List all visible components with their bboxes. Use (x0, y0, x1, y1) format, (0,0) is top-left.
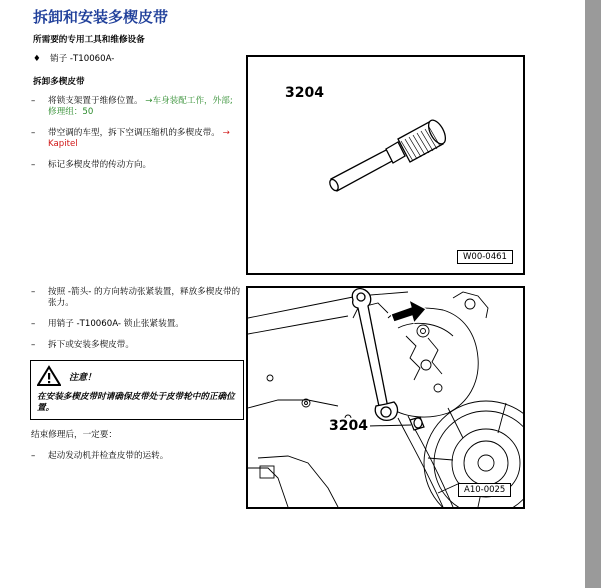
step-text: 起动发动机并检查皮带的运转。 (48, 451, 169, 461)
figure-callout: 3204 (329, 418, 368, 434)
caution-note (30, 360, 244, 420)
figure-code: A10-0025 (458, 483, 511, 497)
step-text: 将锁支架置于维修位置。 (48, 96, 143, 106)
warning-icon (37, 365, 61, 386)
step-item (31, 451, 243, 462)
dash-marker: – (31, 96, 36, 106)
step-text: 标记多楔皮带的传动方向。 (48, 160, 152, 170)
dash-marker: – (31, 128, 36, 138)
tools-heading: 所需要的专用工具和维修设备 (33, 35, 145, 45)
dash-marker: – (31, 319, 36, 329)
bullet-icon: ♦ (33, 54, 41, 64)
step-item (31, 340, 243, 351)
step-item (31, 128, 243, 150)
cross-reference-link[interactable]: →车身装配工作，外部; 修理组：50 (48, 96, 233, 117)
figure-code: W00-0461 (457, 250, 513, 264)
dash-marker: – (31, 340, 36, 350)
belt-tensioner-illustration-icon (248, 288, 523, 507)
chapter-link[interactable]: → Kapitel (48, 128, 230, 149)
remove-heading: 拆卸多楔皮带 (33, 77, 85, 87)
note-text: 在安装多楔皮带时请确保皮带处于皮带轮中的正确位置。 (37, 392, 235, 413)
step-item (31, 287, 243, 309)
figure-locking-pin (246, 55, 525, 275)
step-item (31, 96, 243, 118)
figure-belt-tensioner (246, 286, 525, 509)
note-label: 注意！ (69, 373, 97, 383)
page-edge-bar (585, 0, 601, 588)
dash-marker: – (31, 451, 36, 461)
page-title: 拆卸和安装多楔皮带 (33, 8, 169, 26)
after-repair-text: 结束修理后，一定要： (31, 430, 117, 440)
figure-callout: 3204 (285, 85, 324, 101)
step-text: 用销子 -T10060A- 锁止张紧装置。 (48, 319, 184, 329)
tool-item (33, 54, 245, 65)
tool-item-text: 销子 -T10060A- (50, 54, 115, 64)
step-item (31, 160, 243, 171)
dash-marker: – (31, 160, 36, 170)
locking-pin-illustration-icon (248, 57, 523, 273)
step-text: 带空调的车型，拆下空调压缩机的多楔皮带。 (48, 128, 220, 138)
step-item (31, 319, 243, 330)
step-text: 拆下或安装多楔皮带。 (48, 340, 134, 350)
step-text: 按照 -箭头- 的方向转动张紧装置，释放多楔皮带的张力。 (48, 287, 241, 308)
dash-marker: – (31, 287, 36, 297)
